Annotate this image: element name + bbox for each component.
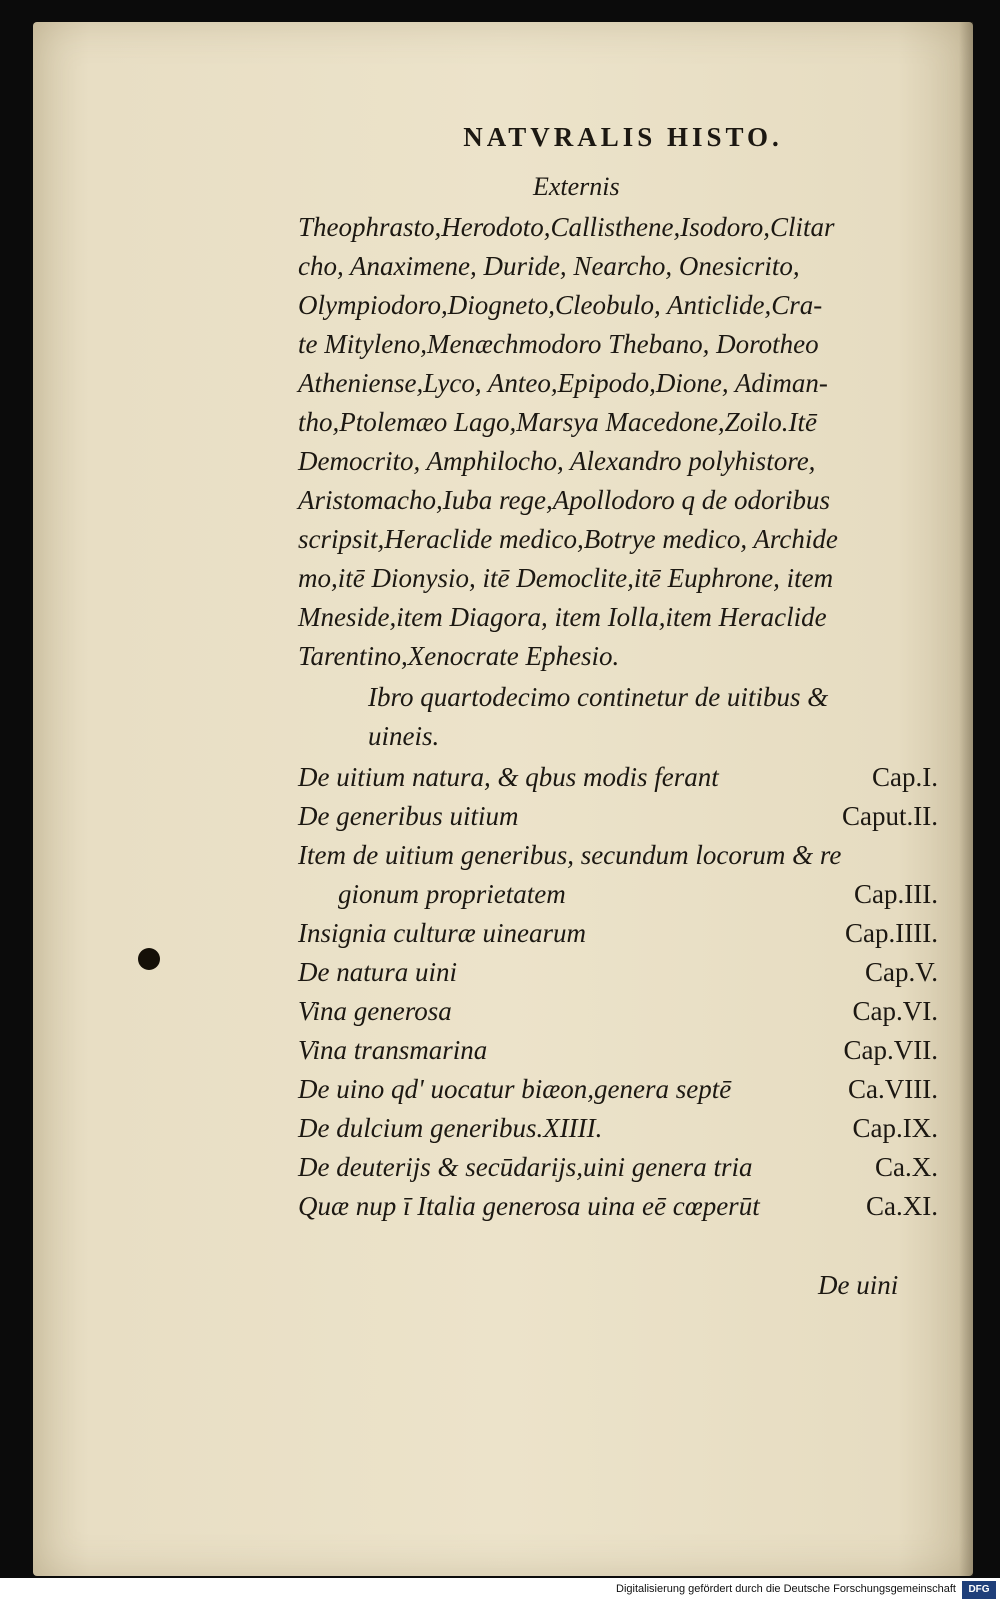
chapter-number: Cap.VII.	[843, 1035, 938, 1065]
authors-line: te Mityleno,Menæchmodoro Thebano, Dorotheo	[298, 329, 819, 359]
chapter-title: De dulcium generibus.XIIII.	[298, 1113, 603, 1143]
chapter-number: Ca.VIII.	[848, 1074, 938, 1104]
chapter-title: De uitium natura, & qbus modis ferant	[298, 762, 719, 792]
chapter-number: Cap.IX.	[852, 1113, 938, 1143]
authors-line: Theophrasto,Herodoto,Callisthene,Isodoro,Clitar	[298, 212, 835, 242]
authors-line: Aristomacho,Iuba rege,Apollodoro q de odoribus	[298, 485, 830, 515]
chapter-number: Cap.V.	[864, 957, 938, 987]
authors-line: cho, Anaximene, Duride, Nearcho, Onesicrito,	[298, 251, 800, 281]
digitization-footer	[0, 1578, 1000, 1604]
chapter-entry	[298, 996, 948, 1032]
chapter-number: Ca.X.	[875, 1152, 938, 1182]
catchword: De uini	[818, 1270, 899, 1300]
chapter-number: Cap.VI.	[852, 996, 938, 1026]
book-page	[33, 22, 973, 1576]
chapter-entry	[298, 957, 948, 993]
section-heading: Externis	[533, 172, 620, 201]
chapter-number: Cap.IIII.	[845, 918, 938, 948]
authors-line: tho,Ptolemæo Lago,Marsya Macedone,Zoilo.Itē	[298, 407, 817, 437]
authors-line: Tarentino,Xenocrate Ephesio.	[298, 641, 620, 671]
chapter-title: gionum proprietatem	[338, 879, 566, 909]
chapter-title: Vina transmarina	[298, 1035, 488, 1065]
chapter-title: De deuterijs & secūdarijs,uini genera tria	[298, 1152, 753, 1182]
page-text	[33, 22, 973, 1576]
chapter-entry	[298, 840, 948, 876]
chapter-entry	[298, 1191, 948, 1227]
ink-blot	[138, 948, 160, 970]
chapter-entry	[298, 1035, 948, 1071]
chapter-title: De natura uini	[298, 957, 457, 987]
chapter-number: Cap.III.	[854, 879, 938, 909]
chapter-entry	[298, 879, 948, 915]
authors-line: scripsit,Heraclide medico,Botrye medico, Archide	[298, 524, 838, 554]
chapter-title: Quæ nup ī Italia generosa uina eē cœperūt	[298, 1191, 760, 1221]
chapter-title: Item de uitium generibus, secundum locorum & re	[298, 840, 842, 870]
book-intro-line: Ibro quartodecimo continetur de uitibus &	[368, 682, 829, 712]
authors-line: Atheniense,Lyco, Anteo,Epipodo,Dione, Adiman-	[298, 368, 828, 398]
footer-credit: Digitalisierung gefördert durch die Deutsche Forschungsgemeinschaft	[616, 1583, 956, 1595]
chapter-entry	[298, 1113, 948, 1149]
chapter-entry	[298, 918, 948, 954]
chapter-number: Caput.II.	[842, 801, 938, 831]
chapter-title: De generibus uitium	[298, 801, 519, 831]
chapter-title: Insignia culturæ uinearum	[298, 918, 586, 948]
authors-line: Olympiodoro,Diogneto,Cleobulo, Anticlide,Cra-	[298, 290, 823, 320]
chapter-title: De uino qd' uocatur biæon,genera septē	[298, 1074, 732, 1104]
chapter-entry	[298, 762, 948, 798]
authors-line: Democrito, Amphilocho, Alexandro polyhistore,	[298, 446, 816, 476]
chapter-entry	[298, 801, 948, 837]
chapter-number: Ca.XI.	[866, 1191, 938, 1221]
chapter-number: Cap.I.	[872, 762, 938, 792]
chapter-entry	[298, 1074, 948, 1110]
dfg-logo: DFG	[962, 1581, 996, 1599]
running-head: NATVRALIS HISTO.	[463, 122, 783, 152]
chapter-title: Vina generosa	[298, 996, 452, 1026]
authors-line: Mneside,item Diagora, item Iolla,item Heraclide	[298, 602, 827, 632]
book-intro-line: uineis.	[368, 721, 440, 751]
authors-line: mo,itē Dionysio, itē Democlite,itē Euphrone, item	[298, 563, 834, 593]
chapter-entry	[298, 1152, 948, 1188]
